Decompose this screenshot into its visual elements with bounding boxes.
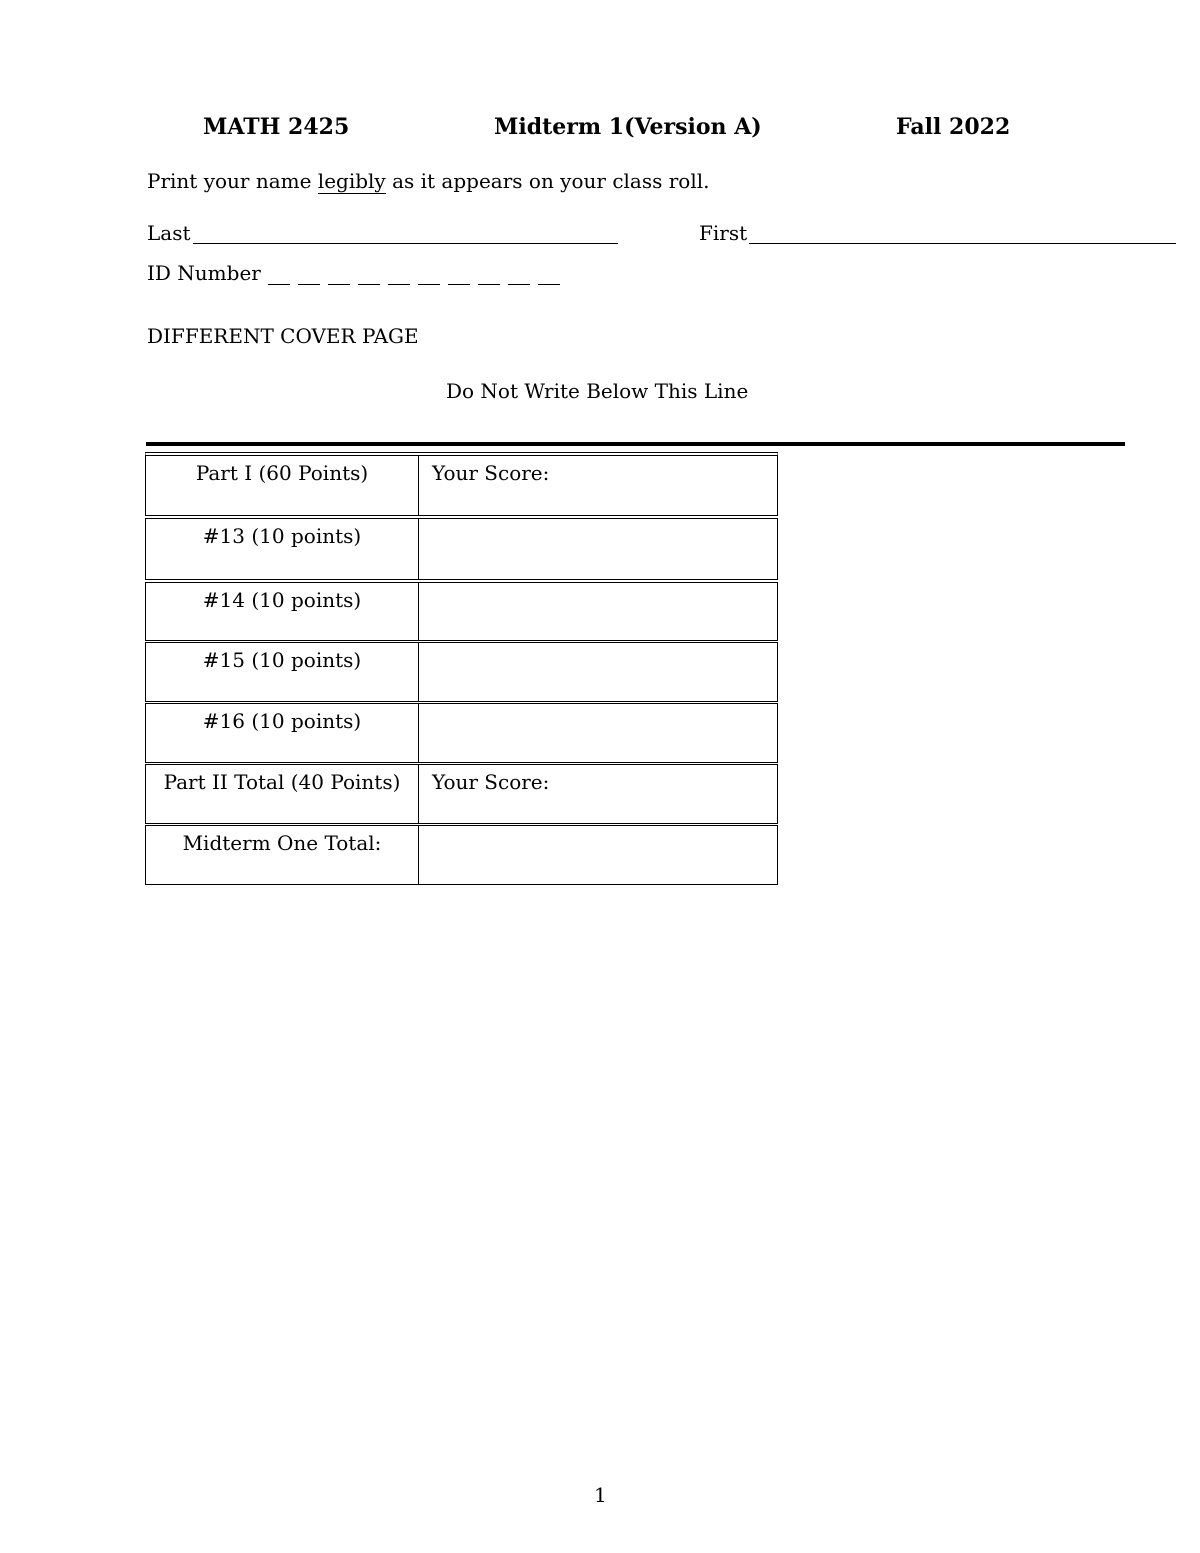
score-table-row <box>145 703 778 763</box>
score-table-row <box>145 452 778 516</box>
score-table-row <box>145 825 778 885</box>
id-number-label: ID Number <box>147 261 261 285</box>
page-number: 1 <box>594 1483 607 1507</box>
score-row-label: #15 (10 points) <box>146 643 419 701</box>
id-digit-blank[interactable] <box>328 284 350 285</box>
first-name-label: First <box>699 221 748 245</box>
id-digit-blank[interactable] <box>358 284 380 285</box>
score-row-label: #16 (10 points) <box>146 704 419 762</box>
term-label: Fall 2022 <box>896 114 1011 140</box>
instructions-underlined-word: legibly <box>317 169 386 193</box>
course-title: MATH 2425 <box>203 114 350 140</box>
score-row-label: #14 (10 points) <box>146 583 419 640</box>
instructions-text-before: Print your name <box>147 169 318 193</box>
id-digit-blank[interactable] <box>268 284 290 285</box>
cover-page-note: DIFFERENT COVER PAGE <box>147 324 419 348</box>
do-not-write-notice: Do Not Write Below This Line <box>446 379 749 403</box>
id-digit-blank[interactable] <box>478 284 500 285</box>
divider-rule <box>146 442 1125 446</box>
id-digit-blank[interactable] <box>388 284 410 285</box>
id-digit-blank[interactable] <box>538 284 560 285</box>
id-digit-blank[interactable] <box>448 284 470 285</box>
score-row-label: Part I (60 Points) <box>146 456 419 515</box>
score-table-row <box>145 518 778 580</box>
last-name-field[interactable] <box>193 243 618 244</box>
last-name-label: Last <box>147 221 191 245</box>
name-instructions <box>147 169 709 194</box>
score-row-label: #13 (10 points) <box>146 519 419 579</box>
instructions-text-after: as it appears on your class roll. <box>385 169 710 193</box>
exam-title: Midterm 1(Version A) <box>494 114 762 140</box>
id-digit-blank[interactable] <box>508 284 530 285</box>
id-digit-blank[interactable] <box>418 284 440 285</box>
score-entry-cell[interactable]: Your Score: <box>432 461 550 485</box>
score-entry-cell[interactable]: Your Score: <box>432 770 550 794</box>
score-row-label: Midterm One Total: <box>146 826 419 884</box>
score-table-row <box>145 642 778 702</box>
score-table-row <box>145 582 778 641</box>
id-digit-blank[interactable] <box>298 284 320 285</box>
score-table-row <box>145 764 778 824</box>
score-row-label: Part II Total (40 Points) <box>146 765 419 823</box>
first-name-field[interactable] <box>749 243 1176 244</box>
